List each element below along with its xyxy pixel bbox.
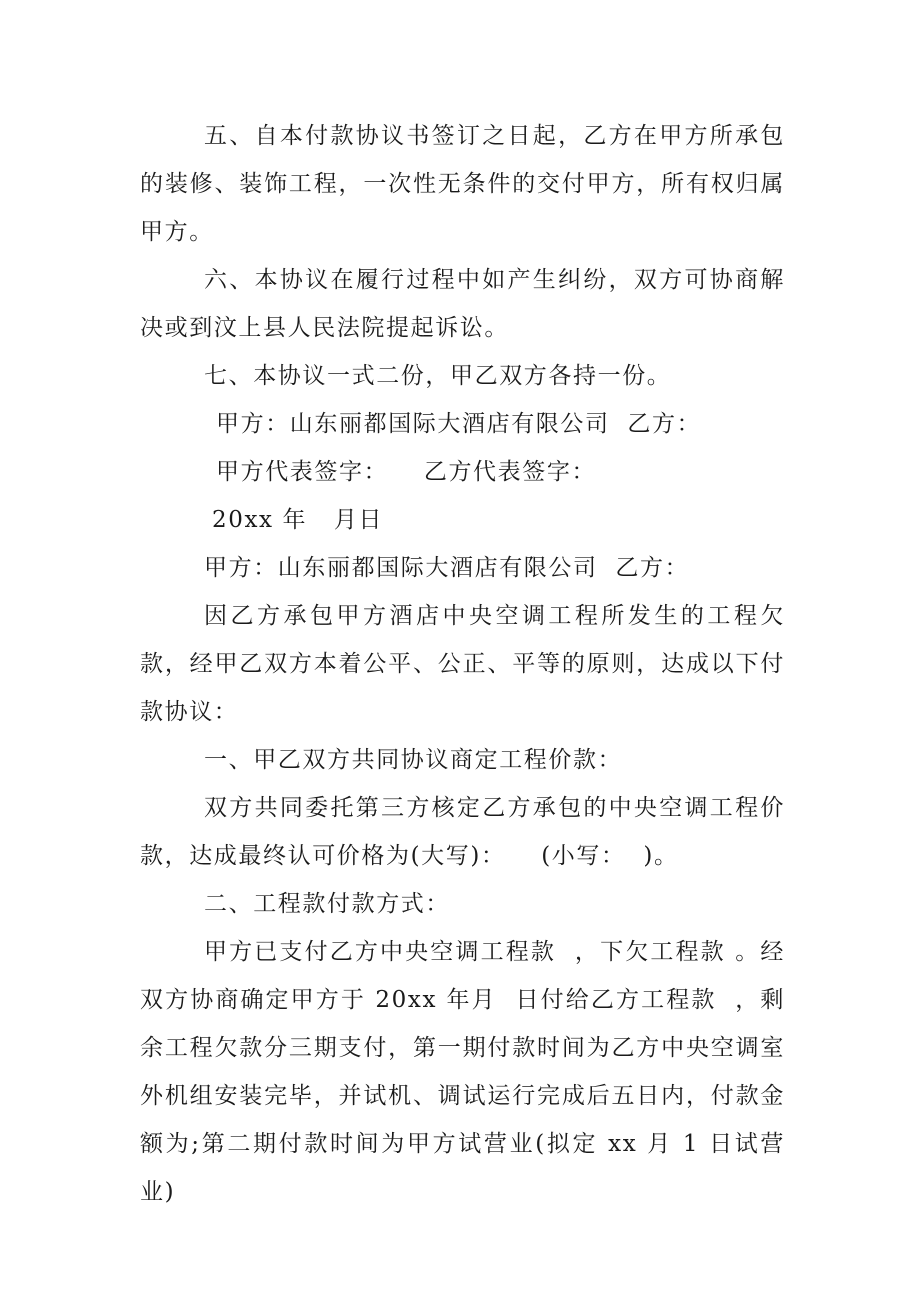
clause-five: 五、自本付款协议书签订之日起，乙方在甲方所承包的装修、装饰工程，一次性无条件的交付甲方，所有权归属甲方。 bbox=[140, 123, 785, 245]
clause-six: 六、本协议在履行过程中如产生纠纷，双方可协商解决或到汶上县人民法院提起诉讼。 bbox=[140, 267, 785, 341]
signature-parties-line: 甲方：山东丽都国际大酒店有限公司 乙方： bbox=[216, 411, 702, 437]
document-body bbox=[140, 112, 785, 1216]
second-agreement-preamble: 因乙方承包甲方酒店中央空调工程所发生的工程欠款，经甲乙双方本着公平、公正、平等的原则，达成以下付款协议： bbox=[140, 603, 785, 725]
signature-date-line: 20xx 年 月日 bbox=[212, 507, 384, 533]
clause-seven: 七、本协议一式二份，甲乙双方各持一份。 bbox=[204, 363, 672, 389]
section-two-body: 甲方已支付乙方中央空调工程款 ，下欠工程款 。经双方协商确定甲方于 20xx 年月 日付给乙方工程款 ，剩余工程欠款分三期支付，第一期付款时间为乙方中央空调室外机组安装完毕，并试机、调试运行完成后五日内，付款金额为;第二期付款时间为甲方试营业(拟定 xx 月 1 日试营业) bbox=[140, 939, 785, 1205]
second-agreement-parties-line: 甲方：山东丽都国际大酒店有限公司 乙方： bbox=[204, 555, 690, 581]
section-one-body: 双方共同委托第三方核定乙方承包的中央空调工程价款，达成最终认可价格为(大写)： (小写： )。 bbox=[140, 795, 785, 869]
signature-representatives-line: 甲方代表签字： 乙方代表签字： bbox=[216, 459, 597, 485]
section-two-heading: 二、工程款付款方式： bbox=[204, 891, 450, 917]
section-one-heading: 一、甲乙双方共同协议商定工程价款： bbox=[204, 747, 623, 773]
